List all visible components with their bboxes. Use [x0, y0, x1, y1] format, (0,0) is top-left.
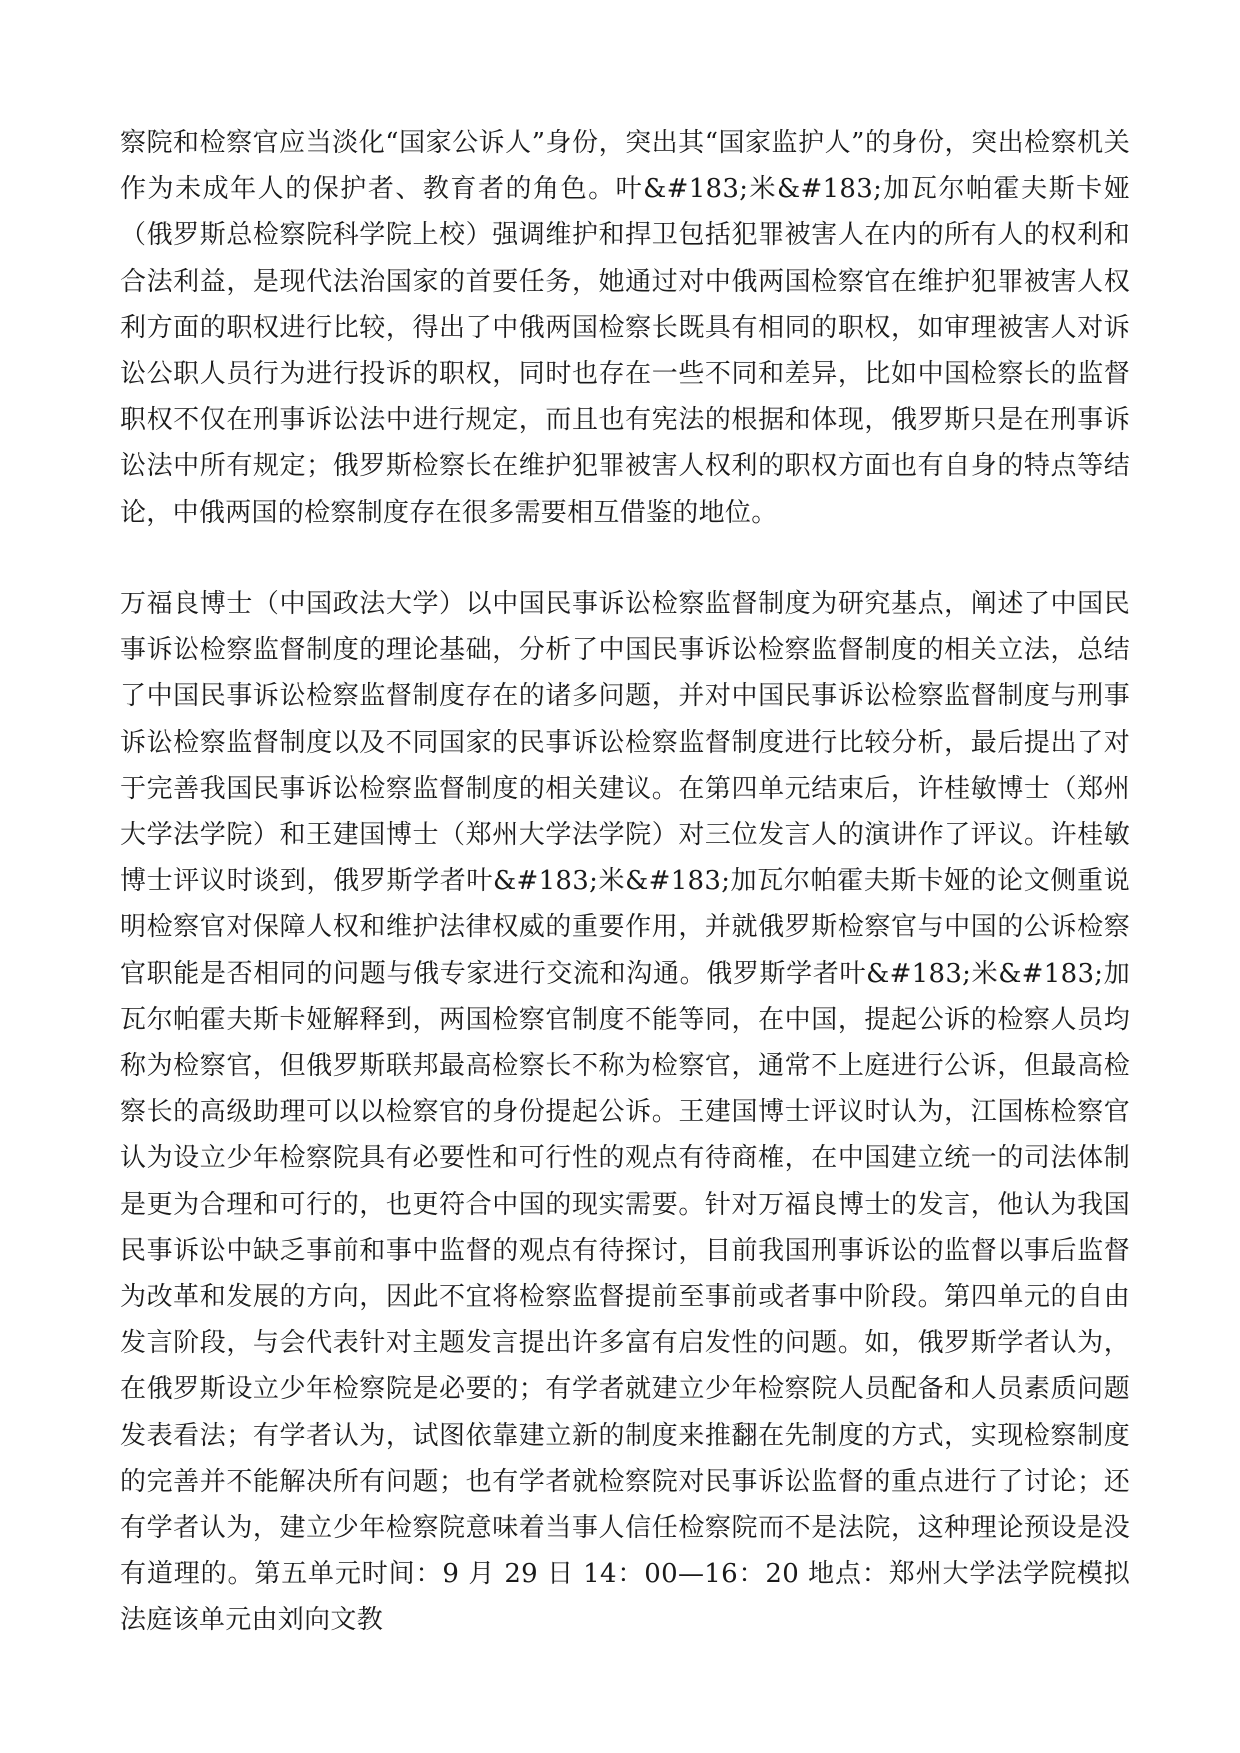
paragraph-prosecutor-roles: 察院和检察官应当淡化“国家公诉人”身份，突出其“国家监护人”的身份，突出检察机关作为未成年人的保护者、教育者的角色。叶&#183;米&#183;加瓦尔帕霍夫斯卡娅（俄罗斯总检察院科学院上校）强调维护和捍卫包括犯罪被害人在内的所有人的权利和合法利益，是现代法治国家的首要任务，她通过对中俄两国检察官在维护犯罪被害人权利方面的职权进行比较，得出了中俄两国检察长既具有相同的职权，如审理被害人对诉讼公职人员行为进行投诉的职权，同时也存在一些不同和差异，比如中国检察长的监督职权不仅在刑事诉讼法中进行规定，而且也有宪法的根据和体现，俄罗斯只是在刑事诉讼法中所有规定；俄罗斯检察长在维护犯罪被害人权利的职权方面也有自身的特点等结论，中俄两国的检察制度存在很多需要相互借鉴的地位。 [120, 128, 1130, 528]
paragraph-civil-litigation-supervision: 万福良博士（中国政法大学）以中国民事诉讼检察监督制度为研究基点，阐述了中国民事诉讼检察监督制度的理论基础，分析了中国民事诉讼检察监督制度的相关立法，总结了中国民事诉讼检察监督制度存在的诸多问题，并对中国民事诉讼检察监督制度与刑事诉讼检察监督制度以及不同国家的民事诉讼检察监督制度进行比较分析，最后提出了对于完善我国民事诉讼检察监督制度的相关建议。在第四单元结束后，许桂敏博士（郑州大学法学院）和王建国博士（郑州大学法学院）对三位发言人的演讲作了评议。许桂敏博士评议时谈到，俄罗斯学者叶&#183;米&#183;加瓦尔帕霍夫斯卡娅的论文侧重说明检察官对保障人权和维护法律权威的重要作用，并就俄罗斯检察官与中国的公诉检察官职能是否相同的问题与俄专家进行交流和沟通。俄罗斯学者叶&#183;米&#183;加瓦尔帕霍夫斯卡娅解释到，两国检察官制度不能等同，在中国，提起公诉的检察人员均称为检察官，但俄罗斯联邦最高检察长不称为检察官，通常不上庭进行公诉，但最高检察长的高级助理可以以检察官的身份提起公诉。王建国博士评议时认为，江国栋检察官认为设立少年检察院具有必要性和可行性的观点有待商榷，在中国建立统一的司法体制是更为合理和可行的，也更符合中国的现实需要。针对万福良博士的发言，他认为我国民事诉讼中缺乏事前和事中监督的观点有待探讨，目前我国刑事诉讼的监督以事后监督为改革和发展的方向，因此不宜将检察监督提前至事前或者事中阶段。第四单元的自由发言阶段，与会代表针对主题发言提出许多富有启发性的问题。如，俄罗斯学者认为，在俄罗斯设立少年检察院是必要的；有学者就建立少年检察院人员配备和人员素质问题发表看法；有学者认为，试图依靠建立新的制度来推翻在先制度的方式，实现检察制度的完善并不能解决所有问题；也有学者就检察院对民事诉讼监督的重点进行了讨论；还有学者认为，建立少年检察院意味着当事人信任检察院而不是法院，这种理论预设是没有道理的。第五单元时间：9 月 29 日 14：00—16：20 地点：郑州大学法学院模拟法庭该单元由刘向文教 [120, 589, 1130, 1636]
